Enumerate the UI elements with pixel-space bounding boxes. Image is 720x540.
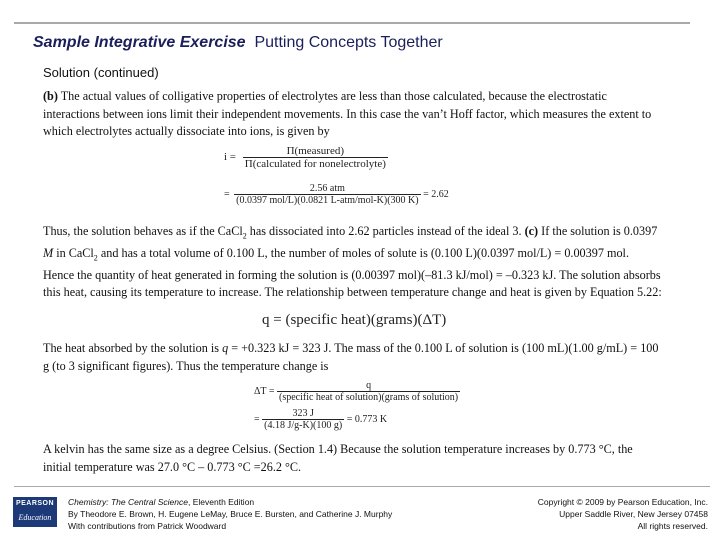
subtitle-rest: (continued) — [93, 65, 159, 80]
eq1-den1: Π(calculated for nonelectrolyte) — [244, 158, 386, 170]
eq1-num1: Π(measured) — [243, 145, 388, 158]
p3-a: The heat absorbed by the solution is — [43, 341, 223, 355]
p2-c: If the solution is 0.0397 — [538, 224, 658, 238]
eq3-num1: q — [277, 380, 460, 392]
top-divider — [14, 22, 690, 24]
eq3-eq: = — [254, 413, 260, 425]
p2-a: Thus, the solution behaves as if the CaCl — [43, 224, 243, 238]
temperature-change-equation — [254, 380, 476, 436]
book-contributors: With contributions from Patrick Woodward — [68, 521, 227, 531]
slide-subtitle — [43, 65, 159, 80]
address-line: Upper Saddle River, New Jersey 07458 — [559, 509, 708, 519]
p2-d: in CaCl — [53, 245, 94, 260]
footer-copyright — [538, 496, 708, 532]
eq1-result: = 2.62 — [423, 188, 449, 200]
paragraph-heat — [43, 340, 663, 375]
paragraph-kelvin: A kelvin has the same size as a degree Celsius. (Section 1.4) Because the solution temperature increases by 0.773 °C, the initial temperature was 27.0 °C – 0.773 °C =26.2 °C. — [43, 442, 633, 474]
heat-equation: q = (specific heat)(grams)(ΔT) — [262, 312, 447, 328]
subtitle-bold: Solution — [43, 65, 90, 80]
p3-b: = +0.323 kJ = 323 J. The mass of the 0.100 L of solution is (100 mL)(1.00 g/mL) = 100 g (to 3 significant figures). Thus the temperature change is — [43, 341, 659, 373]
eq3-den2: (4.18 J/g-K)(100 g) — [264, 420, 343, 431]
book-edition: , Eleventh Edition — [188, 497, 255, 507]
vant-hoff-equation — [224, 145, 474, 217]
rights-line: All rights reserved. — [637, 521, 708, 531]
eq1-den2: (0.0397 mol/L)(0.0821 L-atm/mol-K)(300 K) — [236, 195, 419, 206]
eq3-den1: (specific heat of solution)(grams of solution) — [279, 392, 459, 403]
p2-molarity: M — [43, 245, 54, 260]
eq1-num2: 2.56 atm — [234, 183, 420, 195]
eq1-eq: = — [224, 188, 230, 200]
logo-top-text: PEARSON — [15, 500, 55, 507]
paragraph-b-text: The actual values of colligative properties of electrolytes are less than those calculated, because the electrostatic interactions between ions limit their independent movements. In this case the van’t Hoff factor, which measures the extent to which electrolytes actually dissociate into ions, is given by — [43, 89, 652, 138]
slide-title — [33, 34, 443, 52]
p2-e: and has a total volume of 0.100 L, the number of moles of solute is (0.100 L)(0.0397 mol/L) = 0.00397 mol. Hence the quantity of heat generated in forming the solution is (0.00397 mol)(–81.3 kJ/mol) = –0.323 kJ. The solution absorbs this heat, causing its temperature to increase. The relationship between temperature change and heat is given by Equation 5.22: — [43, 245, 662, 300]
part-b-label: (b) — [43, 89, 58, 103]
logo-bottom-text: Education — [18, 513, 52, 522]
part-c-label: (c) — [524, 224, 539, 238]
eq3-num2: 323 J — [262, 408, 344, 420]
title-rest: Putting Concepts Together — [254, 34, 443, 51]
p2-b: has dissociated into 2.62 particles instead of the ideal 3. — [246, 224, 525, 238]
eq3-dt: ΔT = — [254, 385, 275, 397]
paragraph-b — [43, 88, 663, 141]
pearson-logo — [13, 497, 57, 527]
paragraph-c: Thus, the solution behaves as if the CaCl$_2$ has dissociated into 2.62 particles instead of the ideal 3. (c) If the solution is 0.0397 M in CaCl$_2$ and has a total volume of 0.100 L, the number of moles of solute is (0.100 L)(0.0397 mol/L) = 0.00397 mol. Hence the quantity of heat generated in forming the solution is (0.00397 mol)(–81.3 kJ/mol) = –0.323 kJ. The solution absorbs this heat, causing its temperature to increase. The relationship between temperature change and heat is given by Equation 5.22: — [43, 224, 662, 300]
p3-q: q — [222, 341, 229, 355]
footer-credits — [68, 496, 392, 532]
copyright-line: Copyright © 2009 by Pearson Education, Inc. — [537, 497, 708, 507]
eq1-i: i = — [224, 151, 237, 164]
bottom-divider — [14, 486, 710, 487]
title-bold: Sample Integrative Exercise — [33, 34, 246, 51]
eq3-result: = 0.773 K — [346, 413, 388, 425]
book-authors: By Theodore E. Brown, H. Eugene LeMay, Bruce E. Bursten, and Catherine J. Murphy — [68, 509, 393, 519]
book-title: Chemistry: The Central Science — [68, 497, 188, 507]
